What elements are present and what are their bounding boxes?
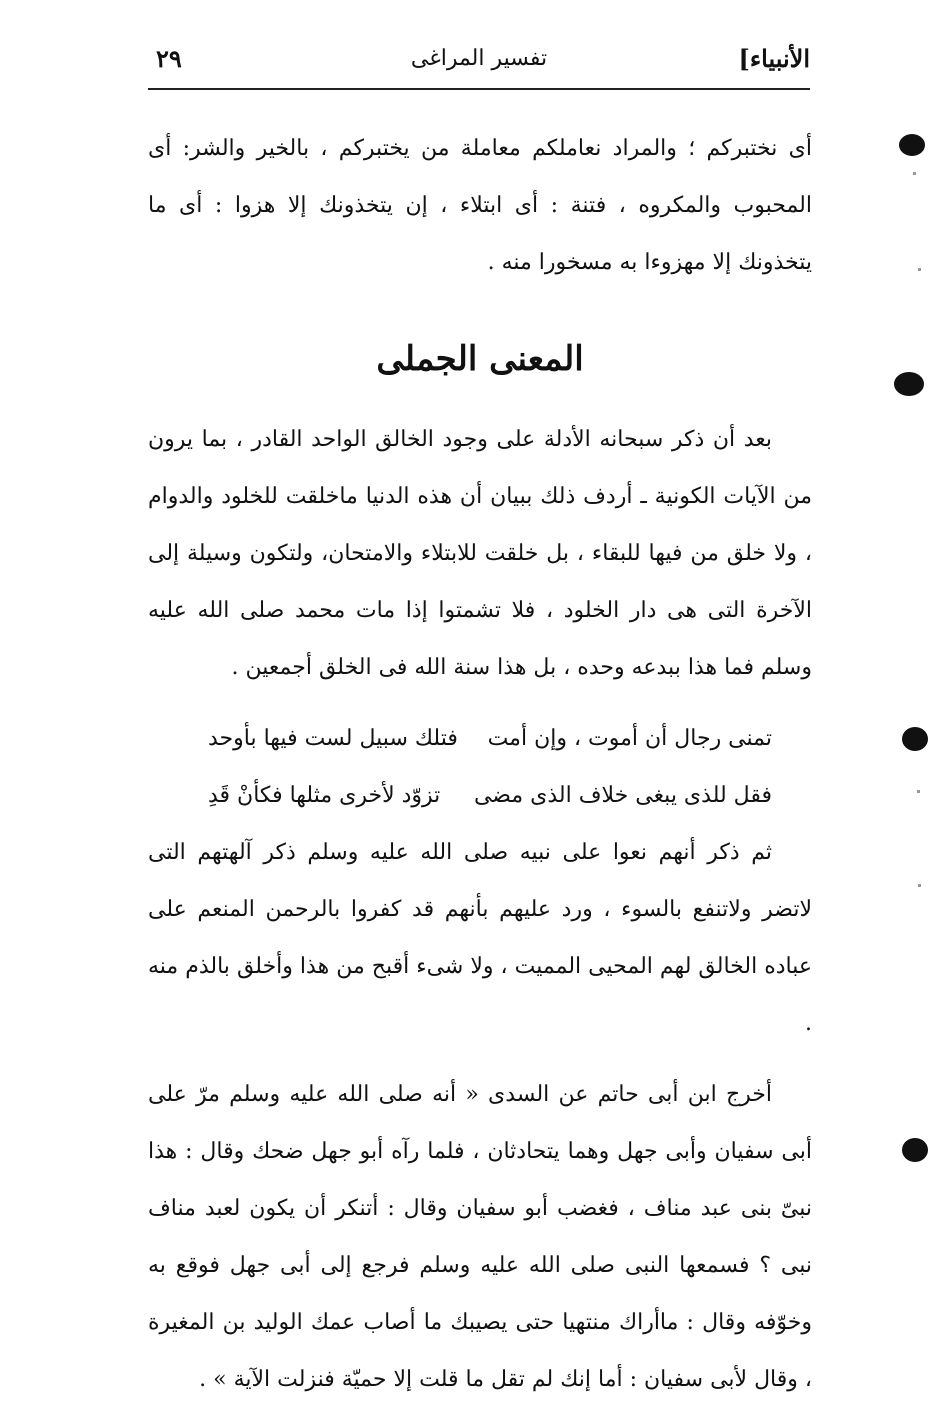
page-header	[148, 40, 810, 90]
page-number: ٢٩	[156, 44, 182, 73]
scan-speck	[913, 172, 916, 175]
poem-line-2-first-half: فقل للذى يبغى خلاف الذى مضى	[473, 783, 772, 808]
scan-speck	[917, 790, 920, 793]
paragraph-narration: أخرج ابن أبى حاتم عن السدى « أنه صلى الله عليه وسلم مرّ على أبى سفيان وأبى جهل وهما يتحادثان ، فلما رآه أبو جهل ضحك وقال : هذا نبىّ بنى عبد مناف ، فغضب أبو سفيان وقال : أتنكر أن يكون لعبد مناف نبى ؟ فسمعها النبى صلى الله عليه وسلم فرجع إلى أبى جهل فوقع به وخوّفه وقال : ماأراك منتهيا حتى يصيبك ما أصاب عمك الوليد بن المغيرة ، وقال لأبى سفيان : أما إنك لم تقل ما قلت إلا حميّة فنزلت الآية » .	[148, 1082, 812, 1392]
poem-line-2	[148, 767, 812, 824]
paragraph-idols: ثم ذكر أنهم نعوا على نبيه صلى الله عليه وسلم ذكر آلهتهم التى لاتضر ولاتنفع بالسوء ، ورد عليهم بأنهم قد كفروا بالرحمن المنعم على عباده الخالق لهم المحيى المميت ، ولا شىء أقبح من هذا وأخلق بالذم منه .	[148, 840, 812, 1036]
section-heading: المعنى الجملى	[376, 339, 584, 379]
book-title: تفسير المراغى	[410, 46, 548, 71]
scan-speck	[918, 884, 921, 887]
scan-speck	[918, 268, 921, 271]
poem-line-1-second-half: فتلك سبيل لست فيها بأوحد	[208, 726, 458, 751]
poem-line-2-second-half: تزوّد لأخرى مثلها فكأنْ قَدِ	[208, 783, 441, 808]
page-body	[148, 120, 812, 1408]
binding-hole-mark	[902, 727, 928, 751]
binding-hole-mark	[899, 134, 925, 156]
paragraph-summary: بعد أن ذكر سبحانه الأدلة على وجود الخالق الواحد القادر ، بما يرون من الآيات الكونية ـ أردف ذلك ببيان أن هذه الدنيا ماخلقت للخلود والدوام ، ولا خلق من فيها للبقاء ، بل خلقت للابتلاء والامتحان، ولتكون وسيلة إلى الآخرة التى هى دار الخلود ، فلا تشمتوا إذا مات محمد صلى الله عليه وسلم فما هذا ببدعه وحده ، بل هذا سنة الله فى الخلق أجمعين .	[148, 427, 812, 680]
poem-line-1	[148, 710, 812, 767]
binding-hole-mark	[894, 372, 924, 396]
binding-hole-mark	[902, 1138, 928, 1162]
surah-name: الأنبياء]	[738, 44, 810, 73]
paragraph-vocabulary: أى نختبركم ؛ والمراد نعاملكم معاملة من يختبركم ، بالخير والشر: أى المحبوب والمكروه ، فتنة : أى ابتلاء ، إن يتخذونك إلا هزوا : أى ما يتخذونك إلا مهزوءا به مسخورا منه .	[148, 136, 813, 275]
poem-line-1-first-half: تمنى رجال أن أموت ، وإن أمت	[487, 726, 772, 751]
